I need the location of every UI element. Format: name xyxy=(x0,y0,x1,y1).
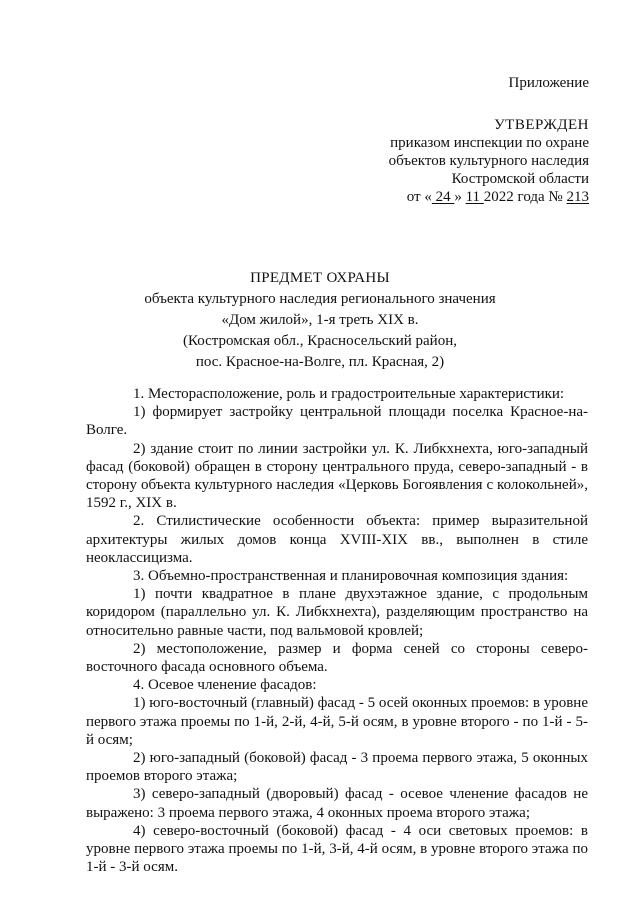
paragraph: 2) местоположение, размер и форма сеней со стороны северо-восточного фасада основного объема. xyxy=(86,640,588,676)
order-day: 24 xyxy=(431,189,455,205)
approval-line: объектов культурного наследия xyxy=(388,153,589,169)
approved-label: УТВЕРЖДЕН xyxy=(494,117,589,133)
document-heading xyxy=(0,268,640,373)
order-sep: » xyxy=(454,189,466,205)
order-date-line xyxy=(389,188,589,206)
approval-line: Костромской области xyxy=(451,171,589,187)
appendix-label: Приложение xyxy=(508,75,589,91)
document-body xyxy=(86,385,588,876)
paragraph: 2) юго-западный (боковой) фасад - 3 проема первого этажа, 5 оконных проемов второго этажа; xyxy=(86,750,588,785)
document-title: ПРЕДМЕТ ОХРАНЫ xyxy=(250,270,390,286)
title-line: «Дом жилой», 1-я треть XIX в. xyxy=(221,312,419,328)
order-month: 11 xyxy=(465,189,484,205)
approval-block xyxy=(389,134,589,206)
paragraph: 4) северо-восточный (боковой) фасад - 4 оси световых проемов: в уровне первого этажа проемы по 1-й, 3-й, 4-й осям, в уровне второго этажа по 1-й - 3-й осям. xyxy=(86,822,588,876)
title-line: (Костромская обл., Красносельский район, xyxy=(182,333,457,349)
paragraph: 3) северо-западный (дворовый) фасад - осевое членение фасадов не выражено: 3 проема первого этажа, 4 оконных проема второго этажа; xyxy=(86,786,588,821)
title-line: пос. Красное-на-Волге, пл. Красная, 2) xyxy=(195,354,445,370)
title-line: объекта культурного наследия регионального значения xyxy=(144,291,496,307)
paragraph: 1) почти квадратное в плане двухэтажное здание, с продольным коридором (параллельно ул. К. Либкхнехта), разделяющим пространство на относительно равные части, под вальмовой кровлей; xyxy=(86,586,588,639)
paragraph: 1. Месторасположение, роль и градостроительные характеристики: xyxy=(133,386,565,402)
paragraph: 2. Стилистические особенности объекта: пример выразительной архитектуры жилых домов конца XVIII-XIX вв., выполнен в стиле неоклассицизма. xyxy=(86,513,588,566)
approval-line: приказом инспекции по охране xyxy=(390,135,589,151)
paragraph: 2) здание стоит по линии застройки ул. К. Либкхнехта, юго-западный фасад (боковой) обращен в сторону центрального пруда, северо-западный - в сторону объекта культурного наследия «Церковь Богоявления с колокольней», 1592 г., XIX в. xyxy=(86,440,588,512)
paragraph: 3. Объемно-пространственная и планировочная композиция здания: xyxy=(133,568,569,585)
order-number: 213 xyxy=(566,189,589,205)
order-prefix: от « xyxy=(406,189,432,205)
order-year: 2022 года № xyxy=(483,189,567,205)
paragraph: 1) формирует застройку центральной площади поселка Красное-на-Волге. xyxy=(86,404,588,439)
paragraph: 1) юго-восточный (главный) фасад - 5 осей оконных проемов: в уровне первого этажа проемы по 1-й, 2-й, 4-й, 5-й осям, в уровне второго - по 1-й - 5-й осям; xyxy=(86,695,588,748)
paragraph: 4. Осевое членение фасадов: xyxy=(133,677,317,694)
